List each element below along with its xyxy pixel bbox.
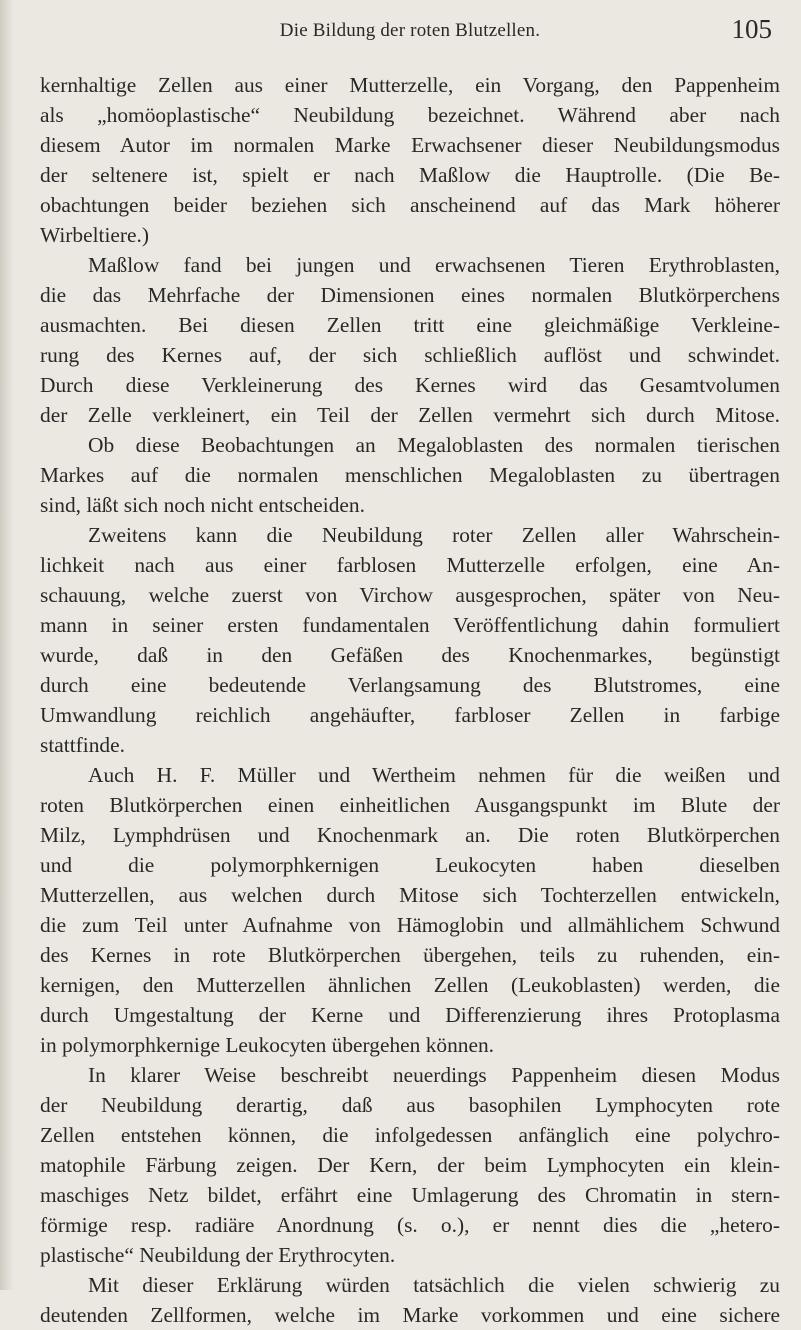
text-line: matophile Färbung zeigen. Der Kern, der beim Lymphocyten ein klein-: [40, 1153, 780, 1177]
text-line: deutenden Zellformen, welche im Marke vorkommen und eine sichere: [40, 1303, 780, 1327]
text-line: wurde, daß in den Gefäßen des Knochenmarkes, begünstigt: [40, 643, 780, 667]
text-line: Zellen entstehen können, die infolgedessen anfänglich eine polychro-: [40, 1123, 780, 1147]
running-title: Die Bildung der roten Blutzellen.: [279, 20, 541, 41]
text-line: Auch H. F. Müller und Wertheim nehmen für die weißen und: [88, 763, 780, 787]
text-line: Maßlow fand bei jungen und erwachsenen Tieren Erythroblasten,: [88, 253, 780, 277]
text-line: Wirbeltiere.): [40, 223, 149, 247]
text-line: sind, läßt sich noch nicht entscheiden.: [40, 493, 365, 517]
text-line: roten Blutkörperchen einen einheitlichen Ausgangspunkt im Blute der: [40, 793, 780, 817]
text-line: maschiges Netz bildet, erfährt eine Umlagerung des Chromatin in stern-: [40, 1183, 780, 1207]
text-line: Markes auf die normalen menschlichen Megaloblasten zu übertragen: [40, 463, 780, 487]
text-line: ausmachten. Bei diesen Zellen tritt eine gleichmäßige Verkleine-: [40, 313, 780, 337]
text-line: Mit dieser Erklärung würden tatsächlich die vielen schwierig zu: [88, 1273, 780, 1297]
text-line: Mutterzellen, aus welchen durch Mitose sich Tochterzellen entwickeln,: [40, 883, 780, 907]
text-line: förmige resp. radiäre Anordnung (s. o.), er nennt dies die „hetero-: [40, 1213, 780, 1237]
running-head: [40, 14, 780, 50]
text-line: die das Mehrfache der Dimensionen eines normalen Blutkörperchens: [40, 283, 780, 307]
text-line: durch Umgestaltung der Kerne und Differenzierung ihres Protoplasma: [40, 1003, 780, 1027]
text-line: in polymorphkernige Leukocyten übergehen können.: [40, 1033, 495, 1057]
text-line: stattfinde.: [40, 733, 125, 757]
text-line: lichkeit nach aus einer farblosen Mutterzelle erfolgen, eine An-: [40, 553, 780, 577]
page-edge-shadow: [0, 0, 14, 1290]
text-line: schauung, welche zuerst von Virchow ausgesprochen, später von Neu-: [40, 583, 780, 607]
text-line: rung des Kernes auf, der sich schließlich auflöst und schwindet.: [40, 343, 780, 367]
text-line: Zweitens kann die Neubildung roter Zellen aller Wahrschein-: [88, 523, 780, 547]
text-line: Umwandlung reichlich angehäufter, farbloser Zellen in farbige: [40, 703, 780, 727]
text-line: plastische“ Neubildung der Erythrocyten.: [40, 1243, 396, 1267]
text-line: Milz, Lymphdrüsen und Knochenmark an. Die roten Blutkörperchen: [40, 823, 780, 847]
text-line: durch eine bedeutende Verlangsamung des Blutstromes, eine: [40, 673, 780, 697]
text-line: obachtungen beider beziehen sich anscheinend auf das Mark höherer: [40, 193, 780, 217]
text-line: Ob diese Beobachtungen an Megaloblasten des normalen tierischen: [88, 433, 780, 457]
text-line: als „homöoplastische“ Neubildung bezeichnet. Während aber nach: [40, 103, 780, 127]
text-line: der seltenere ist, spielt er nach Maßlow die Hauptrolle. (Die Be-: [40, 163, 780, 187]
text-line: In klarer Weise beschreibt neuerdings Pappenheim diesen Modus: [88, 1063, 780, 1087]
text-line: diesem Autor im normalen Marke Erwachsener dieser Neubildungsmodus: [40, 133, 780, 157]
text-line: der Neubildung derartig, daß aus basophilen Lymphocyten rote: [40, 1093, 780, 1117]
page-number: 105: [731, 14, 772, 44]
text-line: des Kernes in rote Blutkörperchen übergehen, teils zu ruhenden, ein-: [40, 943, 780, 967]
text-line: mann in seiner ersten fundamentalen Veröffentlichung dahin formuliert: [40, 613, 780, 637]
text-line: kernigen, den Mutterzellen ähnlichen Zellen (Leukoblasten) werden, die: [40, 973, 780, 997]
body-text: [40, 70, 780, 1330]
text-line: die zum Teil unter Aufnahme von Hämoglobin und allmählichem Schwund: [40, 913, 780, 937]
text-line: und die polymorphkernigen Leukocyten haben dieselben: [40, 853, 780, 877]
text-line: Durch diese Verkleinerung des Kernes wird das Gesamtvolumen: [40, 373, 780, 397]
text-line: der Zelle verkleinert, ein Teil der Zellen vermehrt sich durch Mitose.: [40, 403, 780, 427]
book-page: [40, 0, 780, 1327]
text-line: kernhaltige Zellen aus einer Mutterzelle, ein Vorgang, den Pappenheim: [40, 73, 780, 97]
